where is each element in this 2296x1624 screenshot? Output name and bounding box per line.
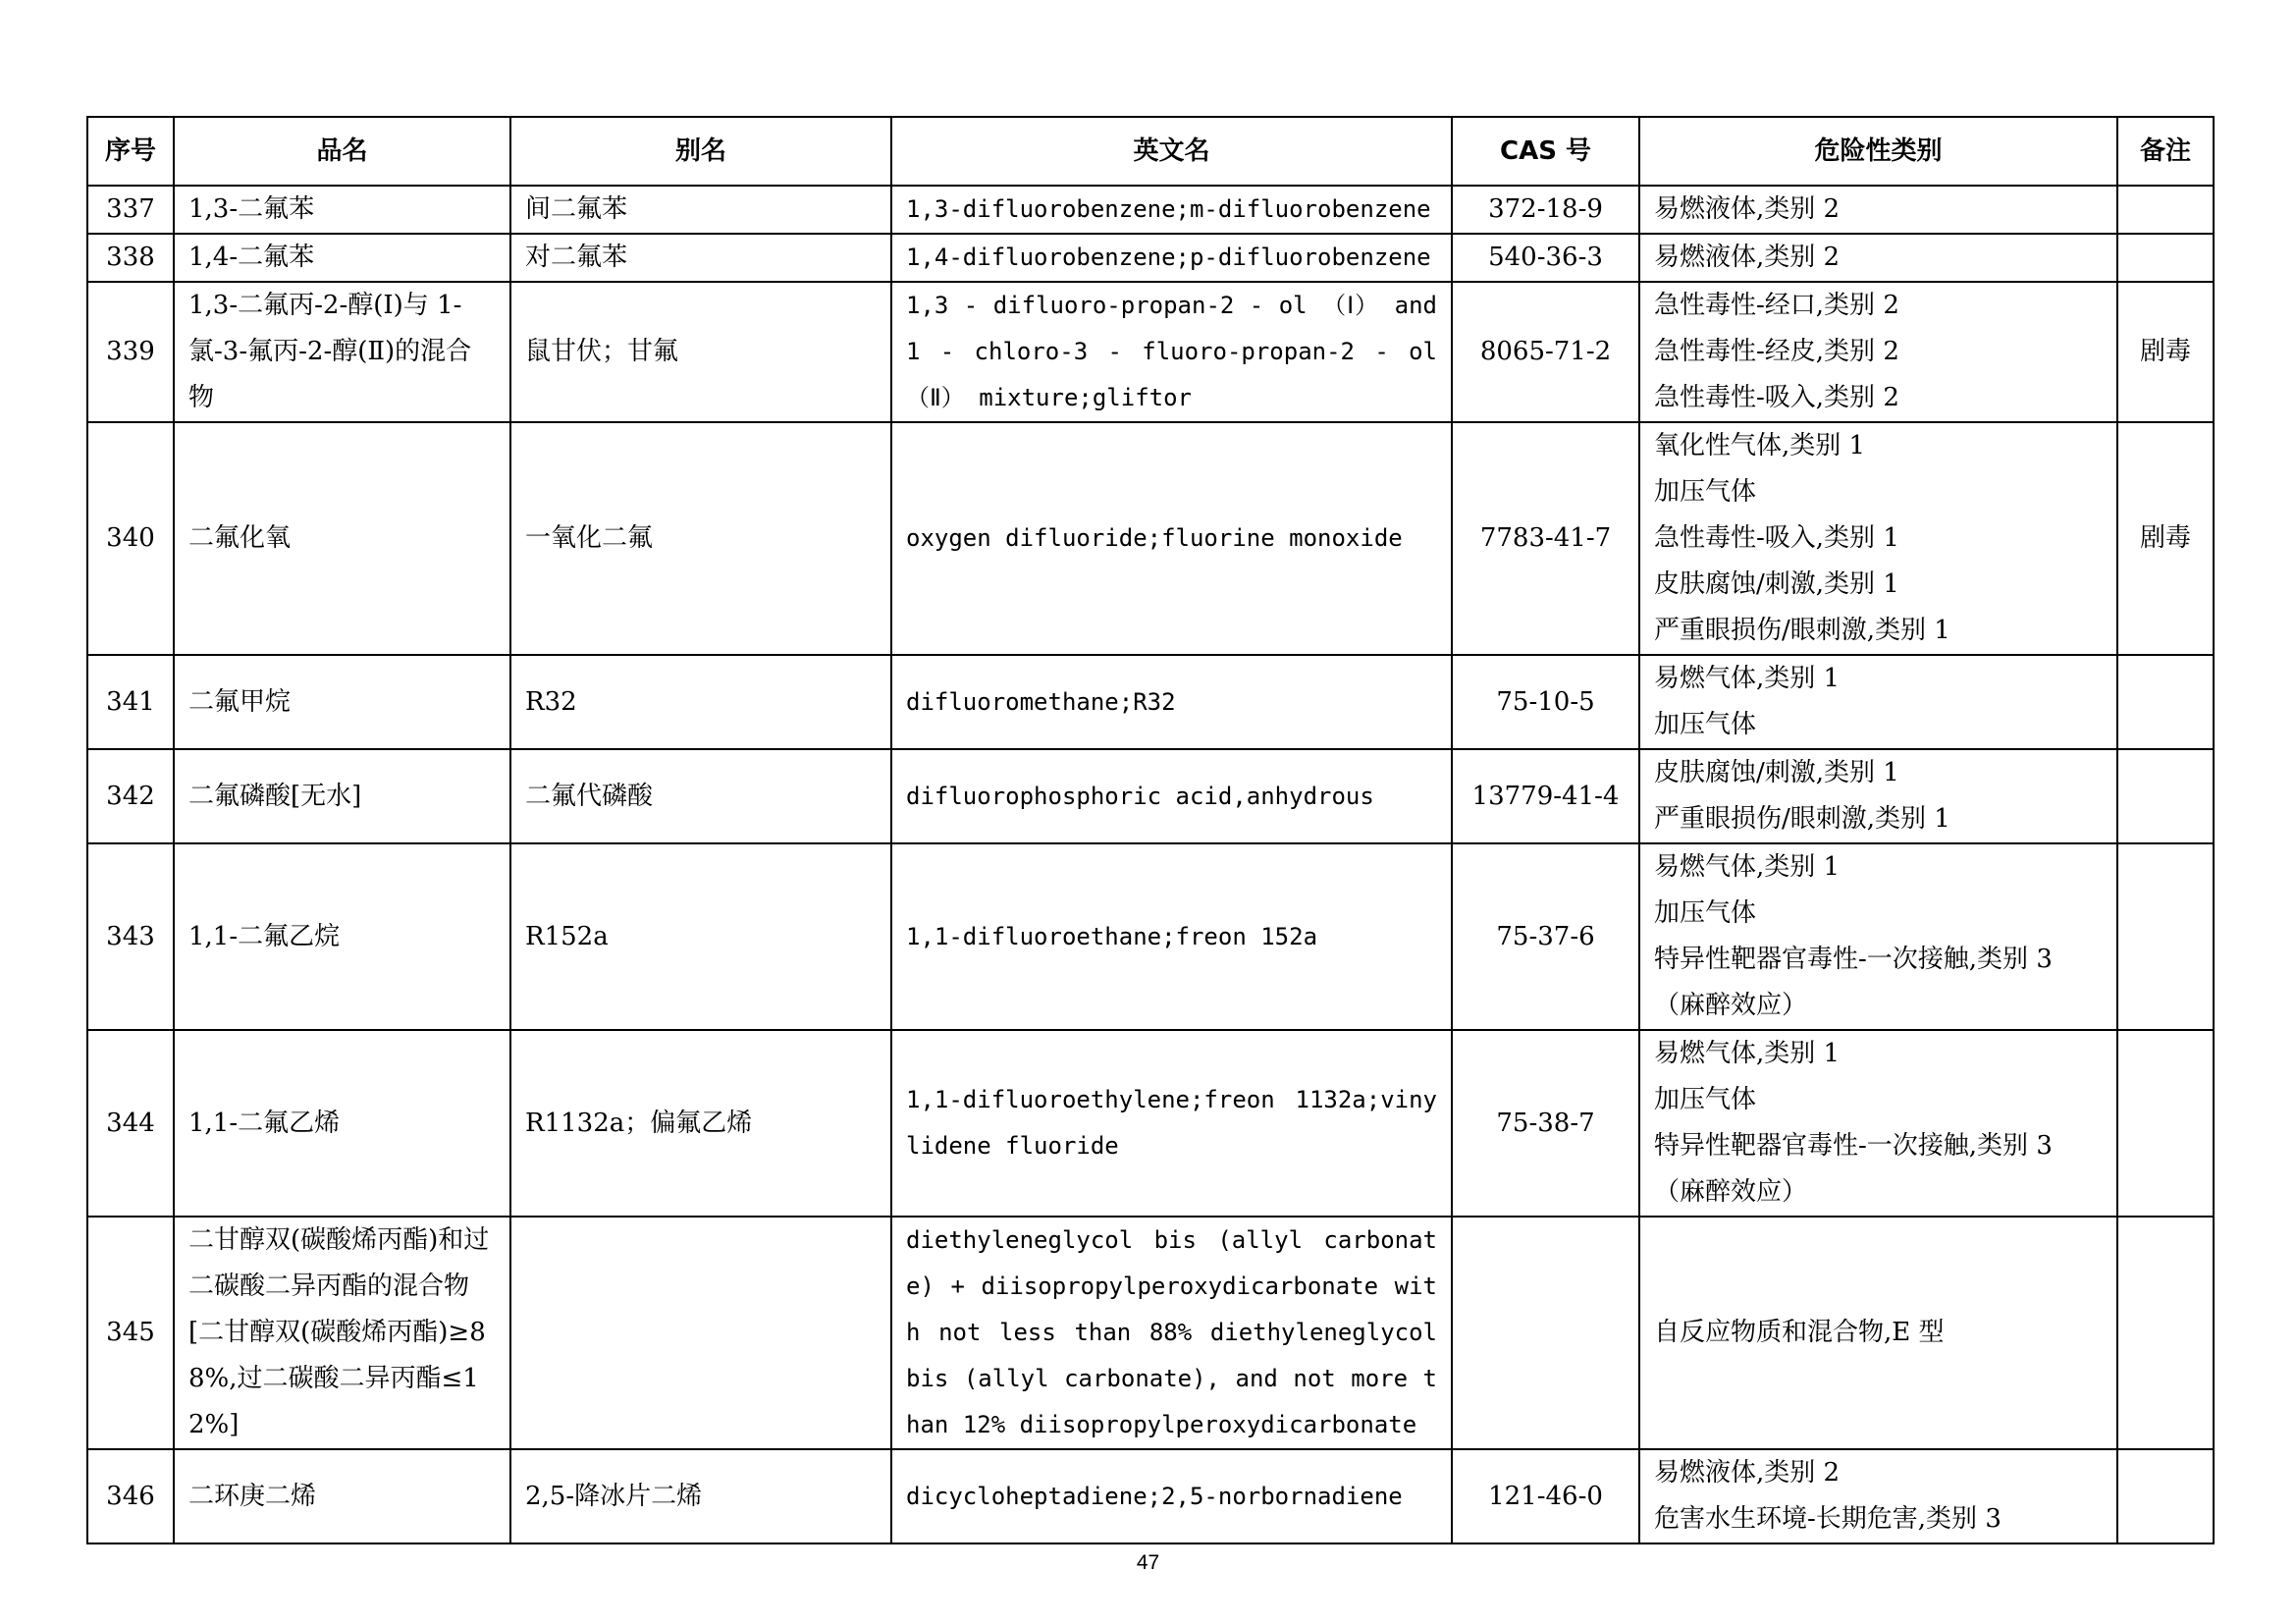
cell-remark: 剧毒 — [2117, 422, 2214, 655]
hazard-line: 加压气体 — [1654, 710, 1757, 739]
header-remark: 备注 — [2117, 117, 2214, 186]
cell-no: 343 — [87, 843, 174, 1030]
cell-english: 1,4-difluorobenzene;p-difluorobenzene — [891, 234, 1452, 282]
cell-cas: 121-46-0 — [1452, 1449, 1639, 1543]
hazard-line: 易燃气体,类别 1 — [1654, 852, 1841, 882]
table-row — [87, 749, 2214, 843]
cell-cas: 75-10-5 — [1452, 655, 1639, 749]
cell-alias: 一氧化二氟 — [510, 422, 891, 655]
cell-name: 1,3-二氟丙-2-醇(Ⅰ)与 1-氯-3-氟丙-2-醇(Ⅱ)的混合物 — [174, 282, 510, 422]
cell-alias: R32 — [510, 655, 891, 749]
cell-no: 340 — [87, 422, 174, 655]
cell-remark — [2117, 186, 2214, 234]
cell-name: 1,3-二氟苯 — [174, 186, 510, 234]
cell-hazard — [1639, 234, 2117, 282]
cell-alias: R1132a；偏氟乙烯 — [510, 1030, 891, 1217]
table-row — [87, 234, 2214, 282]
hazard-line: 急性毒性-吸入,类别 1 — [1654, 523, 1899, 553]
cell-remark — [2117, 234, 2214, 282]
cell-hazard — [1639, 282, 2117, 422]
cell-remark: 剧毒 — [2117, 282, 2214, 422]
cell-hazard — [1639, 422, 2117, 655]
cell-cas: 75-38-7 — [1452, 1030, 1639, 1217]
hazard-line: 加压气体 — [1654, 1085, 1757, 1114]
cell-english: difluorophosphoric acid,anhydrous — [891, 749, 1452, 843]
cell-cas: 7783-41-7 — [1452, 422, 1639, 655]
cell-no: 342 — [87, 749, 174, 843]
table-row — [87, 282, 2214, 422]
table-body — [87, 186, 2214, 1543]
hazard-line: 易燃液体,类别 2 — [1654, 243, 1841, 272]
cell-no: 346 — [87, 1449, 174, 1543]
header-hazard: 危险性类别 — [1639, 117, 2117, 186]
cell-hazard — [1639, 1030, 2117, 1217]
table-header-row — [87, 117, 2214, 186]
hazard-line: 急性毒性-吸入,类别 2 — [1654, 383, 1899, 412]
header-english: 英文名 — [891, 117, 1452, 186]
table-row — [87, 422, 2214, 655]
header-alias: 别名 — [510, 117, 891, 186]
hazard-line: 严重眼损伤/眼刺激,类别 1 — [1654, 804, 1950, 834]
header-name: 品名 — [174, 117, 510, 186]
hazard-line: 特异性靶器官毒性-一次接触,类别 3 （麻醉效应） — [1654, 945, 2053, 1020]
hazard-line: 急性毒性-经皮,类别 2 — [1654, 337, 1899, 366]
cell-name: 二氟化氧 — [174, 422, 510, 655]
cell-cas: 75-37-6 — [1452, 843, 1639, 1030]
cell-english: 1,3-difluorobenzene;m-difluorobenzene — [891, 186, 1452, 234]
page-number: 47 — [1136, 1551, 1160, 1574]
hazard-line: 皮肤腐蚀/刺激,类别 1 — [1654, 758, 1899, 787]
cell-hazard — [1639, 1449, 2117, 1543]
cell-hazard — [1639, 749, 2117, 843]
cell-no: 339 — [87, 282, 174, 422]
hazard-line: 易燃气体,类别 1 — [1654, 1039, 1841, 1068]
cell-english: dicycloheptadiene;2,5-norbornadiene — [891, 1449, 1452, 1543]
cell-alias: 2,5-降冰片二烯 — [510, 1449, 891, 1543]
cell-name: 1,4-二氟苯 — [174, 234, 510, 282]
cell-alias — [510, 1217, 891, 1449]
cell-english: difluoromethane;R32 — [891, 655, 1452, 749]
cell-remark — [2117, 1449, 2214, 1543]
cell-hazard — [1639, 1217, 2117, 1449]
cell-english: diethyleneglycol bis (allyl carbonate) + diisopropylperoxydicarbonate with not less than 88% diethyleneglycol bis (allyl carbonate), and not more than 12% diisopropylperoxydicarbonate — [891, 1217, 1452, 1449]
table-row — [87, 655, 2214, 749]
cell-english: 1,1-difluoroethylene;freon 1132a;vinylidene fluoride — [891, 1030, 1452, 1217]
cell-english: 1,1-difluoroethane;freon 152a — [891, 843, 1452, 1030]
cell-no: 337 — [87, 186, 174, 234]
cell-cas: 372-18-9 — [1452, 186, 1639, 234]
hazardous-chemicals-table — [86, 116, 2215, 1544]
cell-no: 338 — [87, 234, 174, 282]
cell-name: 二氟磷酸[无水] — [174, 749, 510, 843]
cell-hazard — [1639, 655, 2117, 749]
cell-english: oxygen difluoride;fluorine monoxide — [891, 422, 1452, 655]
hazard-line: 氧化性气体,类别 1 — [1654, 431, 1866, 460]
hazard-line: 自反应物质和混合物,E 型 — [1654, 1318, 1945, 1347]
cell-cas: 8065-71-2 — [1452, 282, 1639, 422]
cell-alias: 二氟代磷酸 — [510, 749, 891, 843]
hazard-line: 特异性靶器官毒性-一次接触,类别 3 （麻醉效应） — [1654, 1131, 2053, 1207]
table-row — [87, 186, 2214, 234]
hazard-line: 易燃气体,类别 1 — [1654, 664, 1841, 693]
hazard-line: 严重眼损伤/眼刺激,类别 1 — [1654, 616, 1950, 645]
cell-alias: 对二氟苯 — [510, 234, 891, 282]
cell-no: 341 — [87, 655, 174, 749]
hazard-line: 皮肤腐蚀/刺激,类别 1 — [1654, 569, 1899, 599]
table-row — [87, 1217, 2214, 1449]
cell-alias: R152a — [510, 843, 891, 1030]
cell-remark — [2117, 1030, 2214, 1217]
cell-english: 1,3 - difluoro-propan-2 - ol （Ⅰ） and 1 - chloro-3 - fluoro-propan-2 - ol （Ⅱ） mixture;gliftor — [891, 282, 1452, 422]
cell-name: 1,1-二氟乙烷 — [174, 843, 510, 1030]
hazard-line: 急性毒性-经口,类别 2 — [1654, 291, 1899, 320]
header-cas: CAS 号 — [1452, 117, 1639, 186]
cell-hazard — [1639, 843, 2117, 1030]
header-no: 序号 — [87, 117, 174, 186]
cell-no: 344 — [87, 1030, 174, 1217]
table-row — [87, 1030, 2214, 1217]
cell-name: 二环庚二烯 — [174, 1449, 510, 1543]
cell-hazard — [1639, 186, 2117, 234]
hazard-line: 易燃液体,类别 2 — [1654, 1458, 1841, 1488]
cell-remark — [2117, 843, 2214, 1030]
cell-no: 345 — [87, 1217, 174, 1449]
cell-remark — [2117, 749, 2214, 843]
cell-remark — [2117, 655, 2214, 749]
cell-alias: 间二氟苯 — [510, 186, 891, 234]
hazard-line: 易燃液体,类别 2 — [1654, 194, 1841, 224]
hazard-line: 危害水生环境-长期危害,类别 3 — [1654, 1504, 2002, 1534]
chemical-table-container — [86, 116, 2213, 1544]
cell-cas — [1452, 1217, 1639, 1449]
cell-name: 二氟甲烷 — [174, 655, 510, 749]
cell-alias: 鼠甘伏；甘氟 — [510, 282, 891, 422]
cell-remark — [2117, 1217, 2214, 1449]
cell-cas: 540-36-3 — [1452, 234, 1639, 282]
table-row — [87, 1449, 2214, 1543]
cell-name: 二甘醇双(碳酸烯丙酯)和过二碳酸二异丙酯的混合物[二甘醇双(碳酸烯丙酯)≥88%,过二碳酸二异丙酯≤12%] — [174, 1217, 510, 1449]
table-row — [87, 843, 2214, 1030]
hazard-line: 加压气体 — [1654, 477, 1757, 507]
cell-name: 1,1-二氟乙烯 — [174, 1030, 510, 1217]
hazard-line: 加压气体 — [1654, 898, 1757, 928]
cell-cas: 13779-41-4 — [1452, 749, 1639, 843]
